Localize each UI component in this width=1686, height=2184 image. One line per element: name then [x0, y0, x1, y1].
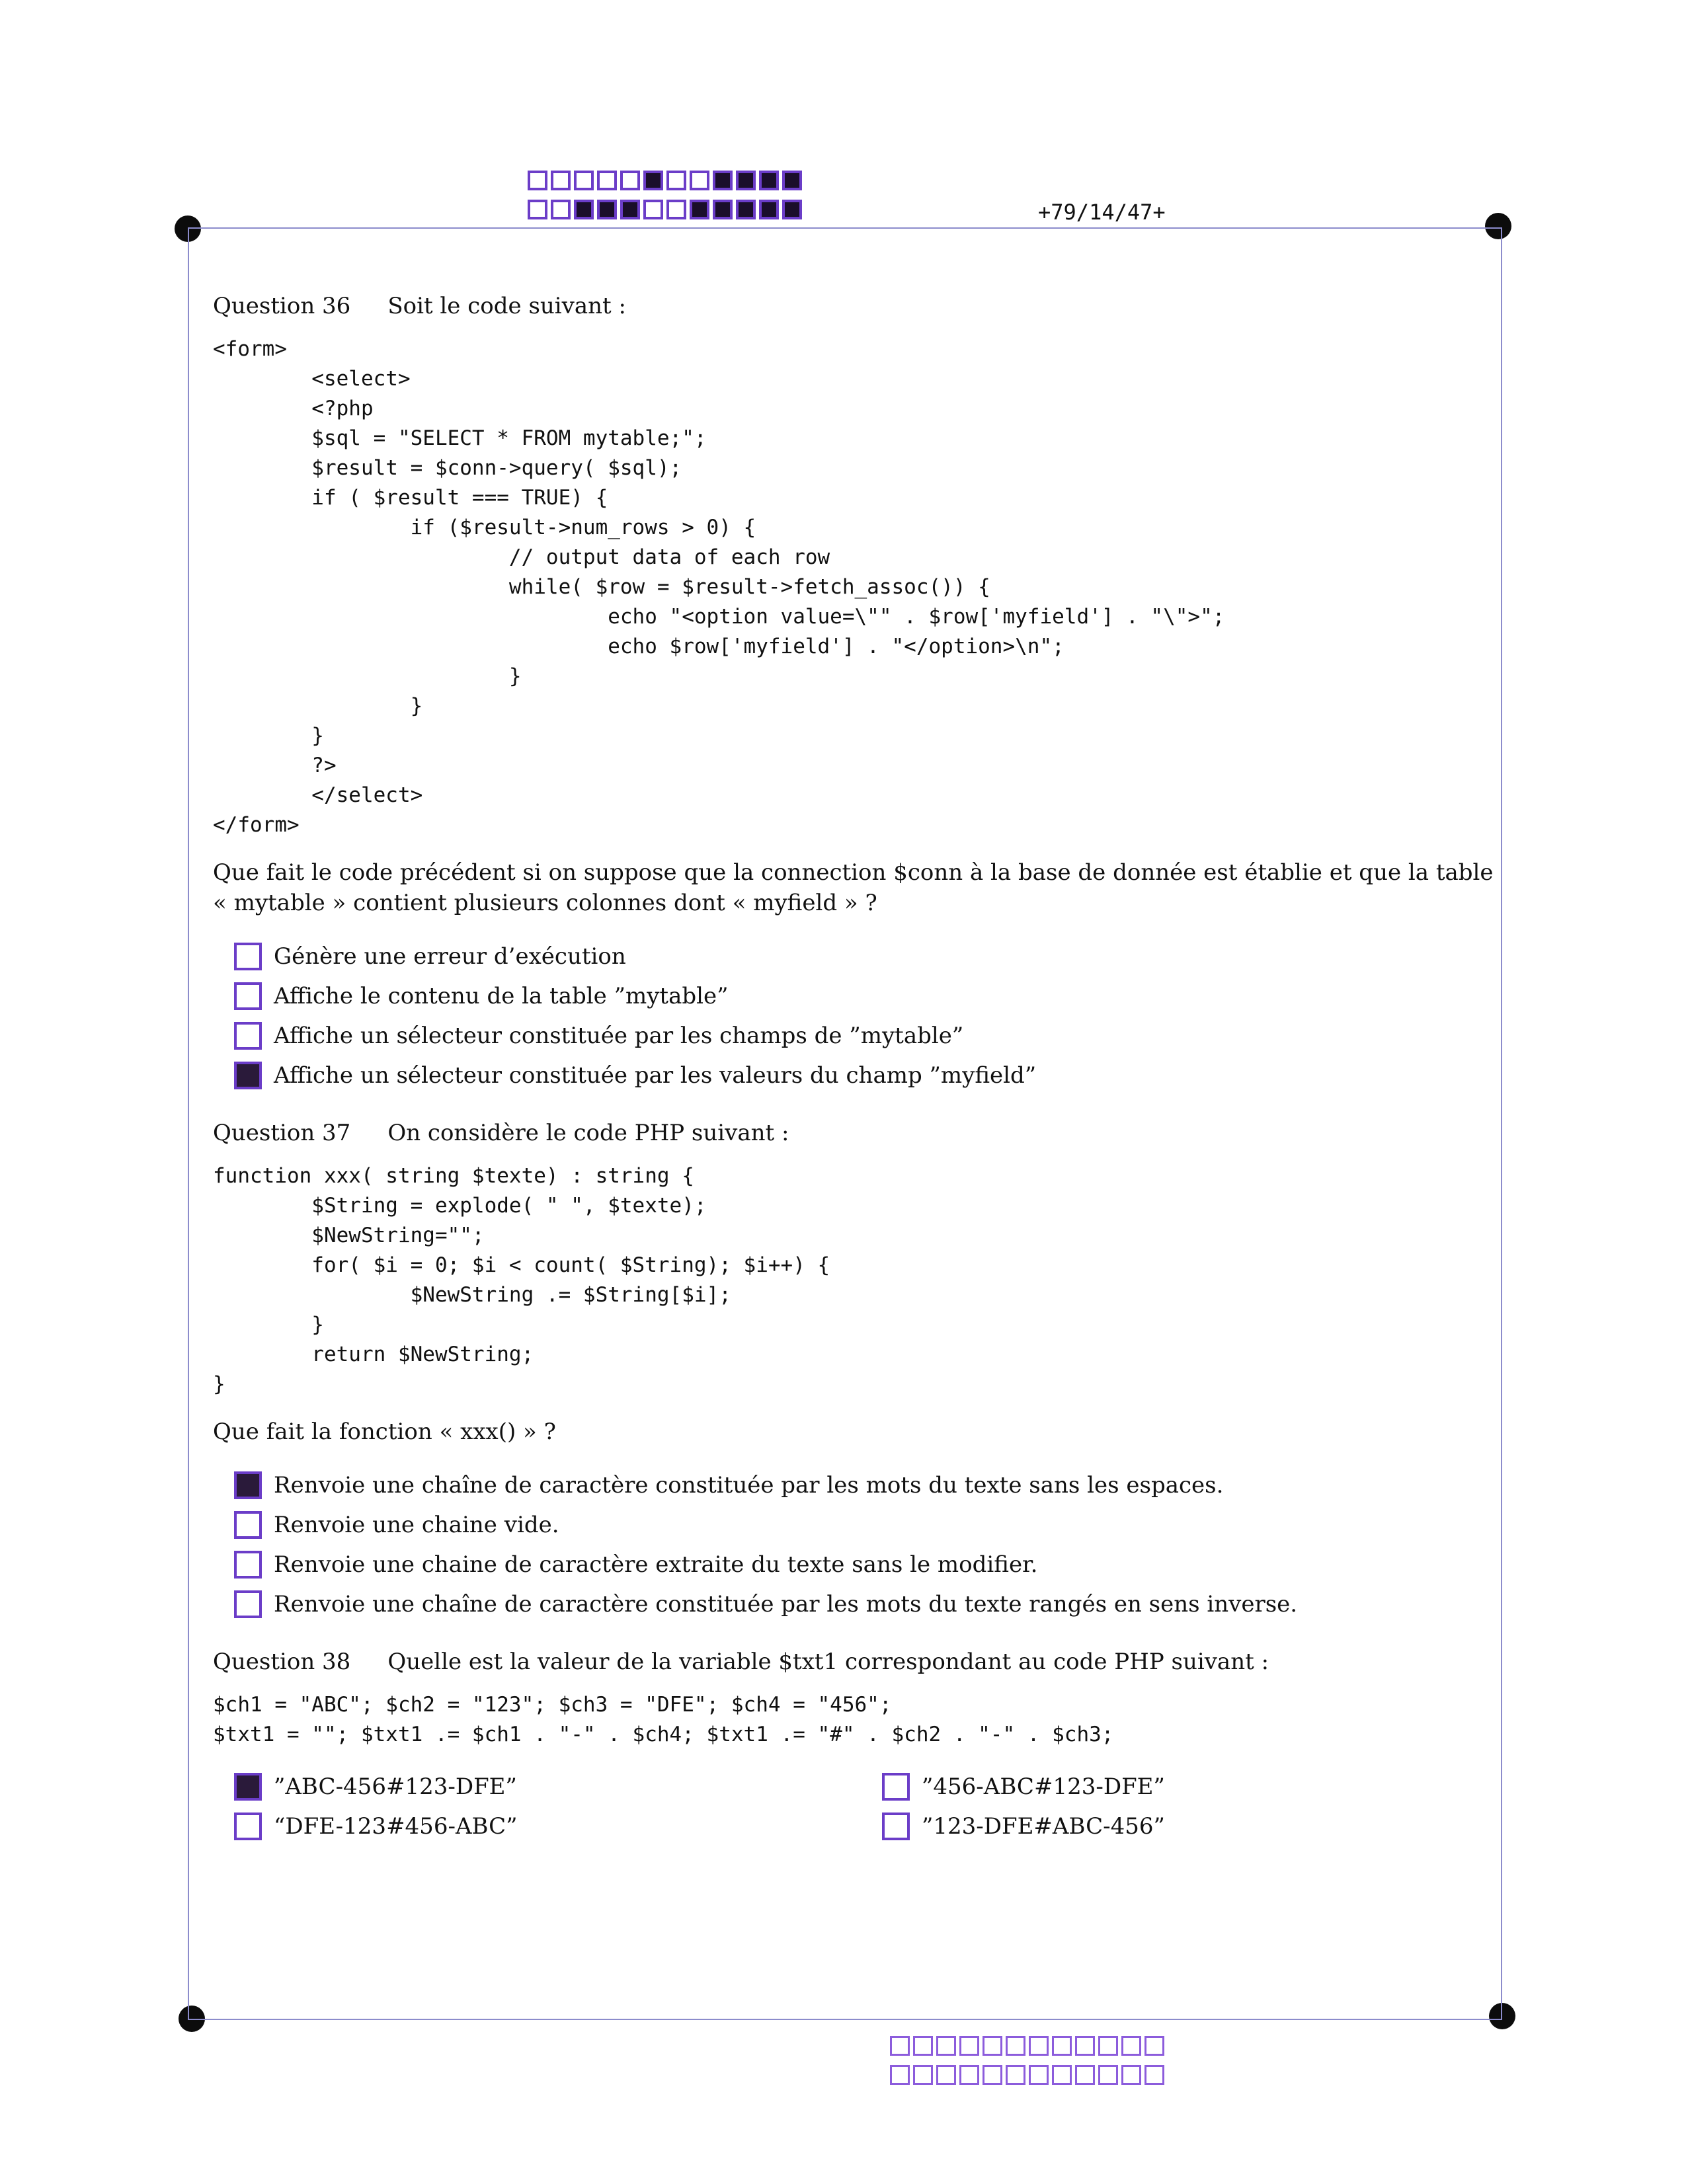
code-box [620, 200, 640, 219]
bottom-code-row-2 [890, 2065, 1168, 2085]
answer-option[interactable] [234, 1016, 1509, 1056]
code-box [1052, 2036, 1072, 2056]
code-box [983, 2036, 1002, 2056]
code-box [959, 2036, 979, 2056]
checkbox[interactable] [882, 1813, 910, 1840]
question-header [213, 291, 1509, 321]
code-box [959, 2065, 979, 2085]
code-box [1006, 2036, 1025, 2056]
code-box [551, 171, 571, 190]
code-box [690, 200, 709, 219]
answer-option[interactable] [234, 1056, 1509, 1095]
answer-option[interactable] [234, 937, 1509, 976]
question-intro: Quelle est la valeur de la variable $txt1 correspondant au code PHP suivant : [387, 1649, 1269, 1675]
top-code-row-2 [528, 200, 805, 219]
code-box [597, 171, 617, 190]
code-box [983, 2065, 1002, 2085]
code-box [528, 200, 547, 219]
code-box [713, 200, 733, 219]
checkbox[interactable] [234, 1511, 262, 1539]
code-box [1006, 2065, 1025, 2085]
code-box [666, 200, 686, 219]
code-box [1075, 2065, 1095, 2085]
exam-content [213, 291, 1509, 1846]
code-box [782, 200, 802, 219]
answer-option[interactable] [234, 1505, 1509, 1545]
code-box [913, 2036, 933, 2056]
question-prompt: Que fait le code précédent si on suppose que la connection $conn à la base de donnée est établie et que la table « mytable » contient plusieurs colonnes dont « myfield » ? [213, 859, 1494, 916]
code-block: $ch1 = "ABC"; $ch2 = "123"; $ch3 = "DFE"; $ch4 = "456"; $txt1 = ""; $txt1 .= $ch1 . "-" . $ch4; $txt1 .= "#" . $ch2 . "-" . $ch3; [213, 1693, 1114, 1746]
code-box [713, 171, 733, 190]
checkbox[interactable] [234, 1813, 262, 1840]
question-header [213, 1647, 1509, 1677]
answer-label: ”ABC-456#123-DFE” [274, 1774, 517, 1800]
question-header [213, 1118, 1509, 1148]
checkbox[interactable] [234, 1471, 262, 1499]
answer-label: Affiche le contenu de la table ”mytable” [274, 983, 729, 1009]
code-box [936, 2036, 956, 2056]
bottom-code-row-1 [890, 2036, 1168, 2056]
code-box [936, 2065, 956, 2085]
answer-list [234, 937, 1509, 1095]
answer-label: Affiche un sélecteur constituée par les champs de ”mytable” [274, 1023, 964, 1049]
answer-option[interactable] [234, 976, 1509, 1016]
code-box [1029, 2065, 1049, 2085]
answer-option[interactable] [234, 1767, 882, 1807]
answer-label: ”123-DFE#ABC-456” [922, 1813, 1165, 1840]
answer-label: Renvoie une chaîne de caractère constituée par les mots du texte sans les espaces. [274, 1472, 1224, 1499]
code-box [1098, 2065, 1118, 2085]
checkbox[interactable] [234, 982, 262, 1010]
checkbox[interactable] [234, 1022, 262, 1050]
code-box [890, 2036, 910, 2056]
code-box [690, 171, 709, 190]
code-box [620, 171, 640, 190]
code-block: <form> <select> <?php $sql = "SELECT * FROM mytable;"; $result = $conn->query( $sql); if ( $result === TRUE) { if ($result->num_rows > 0) { // output data of each row while( $row = $result->fetch_assoc()) { echo "<option value=\"" . $row['myfield'] . "\">"; echo $row['myfield'] . "</option>\n"; } } } ?> </select> </form> [213, 337, 1225, 837]
code-box [1144, 2036, 1164, 2056]
answer-option[interactable] [234, 1584, 1509, 1624]
answer-label: “DFE-123#456-ABC” [274, 1813, 518, 1840]
answer-label: Affiche un sélecteur constituée par les valeurs du champ ”myfield” [274, 1062, 1037, 1089]
answer-option[interactable] [234, 1807, 882, 1846]
checkbox[interactable] [234, 1062, 262, 1089]
code-box [759, 200, 779, 219]
code-box [890, 2065, 910, 2085]
code-box [1121, 2036, 1141, 2056]
question-number: Question 36 [213, 293, 351, 319]
answer-label: Renvoie une chaine vide. [274, 1512, 559, 1538]
code-box [1052, 2065, 1072, 2085]
code-box [1098, 2036, 1118, 2056]
code-box [574, 171, 594, 190]
top-code-row-1 [528, 171, 805, 190]
code-box [1121, 2065, 1141, 2085]
question-38 [213, 1647, 1509, 1846]
checkbox[interactable] [234, 1551, 262, 1579]
question-prompt: Que fait la fonction « xxx() » ? [213, 1419, 556, 1445]
answer-option[interactable] [882, 1767, 1530, 1807]
answer-label: Renvoie une chaîne de caractère constituée par les mots du texte rangés en sens inverse. [274, 1591, 1298, 1618]
code-box [736, 200, 756, 219]
code-box [643, 200, 663, 219]
answer-label: Génère une erreur d’exécution [274, 943, 626, 970]
question-number: Question 37 [213, 1120, 351, 1146]
code-box [528, 171, 547, 190]
question-number: Question 38 [213, 1649, 351, 1675]
code-box [666, 171, 686, 190]
question-intro: Soit le code suivant : [387, 293, 626, 319]
checkbox[interactable] [234, 1773, 262, 1801]
code-block: function xxx( string $texte) : string { $String = explode( " ", $texte); $NewString=""; for( $i = 0; $i < count( $String); $i++) { $NewString .= $String[$i]; } return $NewString; } [213, 1164, 830, 1396]
checkbox[interactable] [882, 1773, 910, 1801]
code-box [913, 2065, 933, 2085]
answer-option[interactable] [882, 1807, 1530, 1846]
code-box [759, 171, 779, 190]
code-box [597, 200, 617, 219]
code-box [643, 171, 663, 190]
question-37 [213, 1118, 1509, 1624]
answer-list [234, 1465, 1509, 1624]
checkbox[interactable] [234, 943, 262, 970]
answer-label: ”456-ABC#123-DFE” [922, 1774, 1165, 1800]
code-box [1075, 2036, 1095, 2056]
code-box [782, 171, 802, 190]
answer-option[interactable] [234, 1545, 1509, 1584]
answer-label: Renvoie une chaine de caractère extraite du texte sans le modifier. [274, 1551, 1038, 1578]
code-box [551, 200, 571, 219]
code-box [1029, 2036, 1049, 2056]
question-intro: On considère le code PHP suivant : [387, 1120, 789, 1146]
code-box [1144, 2065, 1164, 2085]
question-36 [213, 291, 1509, 1095]
checkbox[interactable] [234, 1590, 262, 1618]
answer-grid [234, 1767, 1509, 1846]
code-box [736, 171, 756, 190]
answer-option[interactable] [234, 1465, 1509, 1505]
sheet-id: +79/14/47+ [1038, 200, 1166, 225]
code-box [574, 200, 594, 219]
